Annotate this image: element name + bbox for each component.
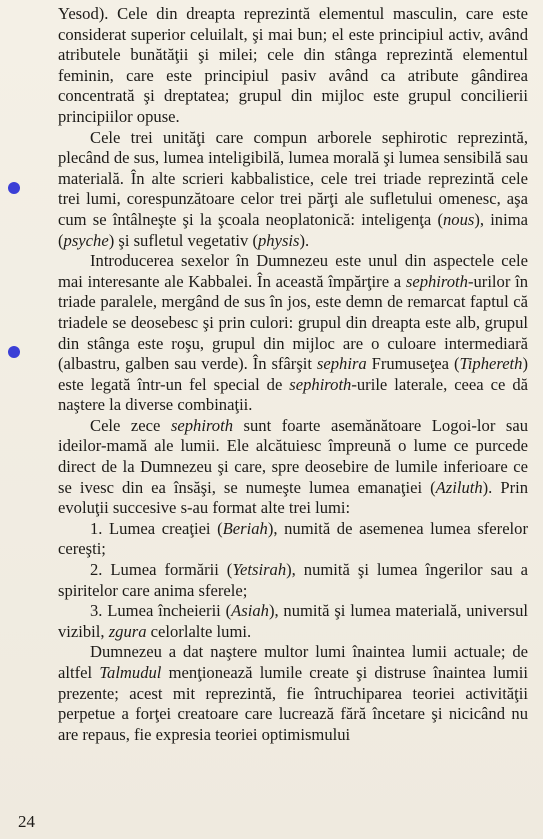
paragraph: Dumnezeu a dat naştere multor lumi înaintea lumii actuale; de altfel Talmudul menţionează lumile create şi distruse înaintea lumii prezente; acest mit reprezintă, fie întruchiparea teoriei activităţii perpetue a forţei creatoare care lucrează fără încetare şi nicicând nu are repaus, fie expresia teoriei optimismului	[58, 642, 528, 744]
list-item: 2. Lumea formării (Yetsirah), numită şi lumea îngerilor sau a spiritelor care anima sferele;	[58, 560, 529, 600]
list-item: 1. Lumea creaţiei (Beriah), numită de asemenea lumea sferelor cereşti;	[58, 518, 528, 559]
margin-marker-dot-upper	[8, 182, 20, 194]
body-text	[58, 4, 528, 745]
paragraph: Cele zece sephiroth sunt foarte asemănătoare Logoi-lor sau ideilor-mamă ale lumii. Ele alcătuiesc împreună o lume ce purcede direct de la Dumnezeu şi care, spre deosebire de lumile inferioare ce se ivesc din ea însăşi, se numeşte lumea emanaţiei (Aziluth). Prin evoluţii succesive s-au format alte trei lumi:	[58, 415, 529, 518]
margin-marker-dot-lower	[8, 346, 20, 358]
list-item: 3. Lumea încheierii (Asiah), numită şi lumea materială, universul vizibil, zgura celorlalte lumi.	[58, 601, 528, 641]
paragraph: Introducerea sexelor în Dumnezeu este unul din aspectele cele mai interesante ale Kabbalei. În această împărţire a sephiroth-urilor în triade paralele, mergând de sus în jos, este demn de remarcat faptul că triadele se deosebesc şi prin culori: grupul din dreapta este alb, grupul din stânga este roşu, grupul din mijloc are o culoare intermediară (albastru, galben sau verde). În sfârşit sephira Frumuseţea (Tiphereth) este legată într-un fel special de sephiroth-urile laterale, ceea ce dă naştere la diverse combinaţii.	[58, 251, 528, 415]
paragraph: Yesod). Cele din dreapta reprezintă elementul masculin, care este considerat superior celuilalt, şi mai bun; el este principiul activ, având atributele bunătăţii şi milei; cele din stânga reprezintă elementul feminin, care este principiul pasiv având ca atribute gândirea concentrată şi dreptatea; grupul din mijloc este grupul concilierii principiilor opuse.	[58, 4, 528, 126]
paragraph: Cele trei unităţi care compun arborele sephirotic reprezintă, plecând de sus, lumea inteligibilă, lumea morală şi lumea sensibilă sau materială. În alte scrieri kabbalistice, cele trei triade reprezintă cele trei lumi, corespunzătoare celor trei părţi ale sufletului omenesc, aşa cum se întâlneşte şi la şcoala neoplatonică: inteligenţa (nous), inima (psyche) şi sufletul vegetativ (physis).	[58, 127, 528, 250]
page-number: 24	[18, 812, 35, 831]
